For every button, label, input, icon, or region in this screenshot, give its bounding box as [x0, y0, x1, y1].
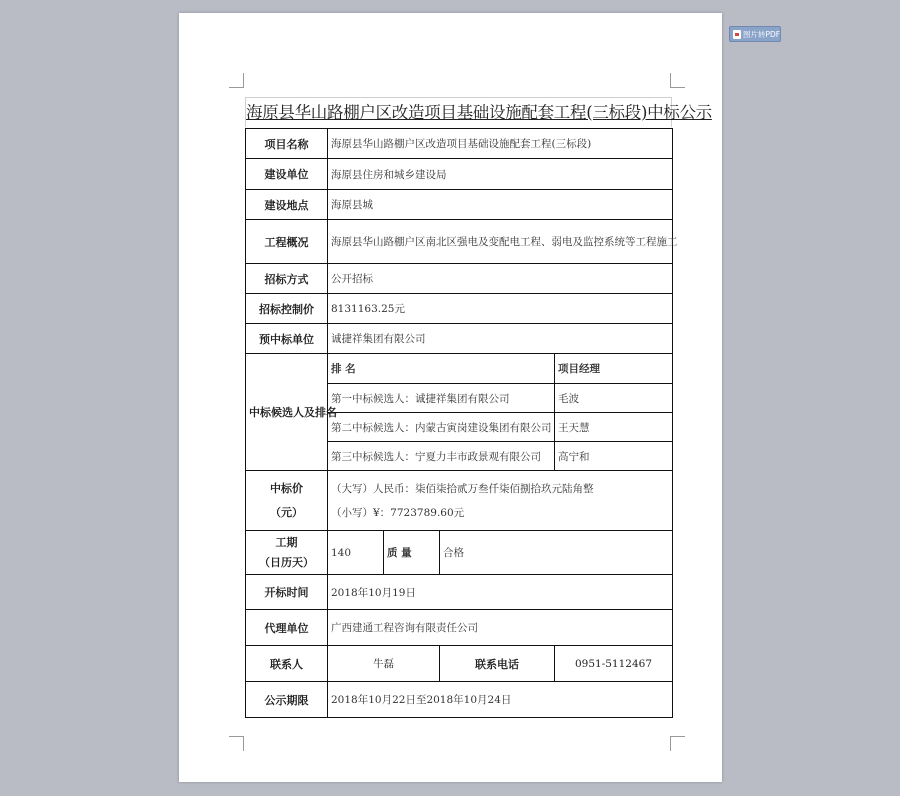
candidates-label: 中标候选人及排名 — [246, 354, 328, 471]
publicity-label: 公示期限 — [246, 682, 328, 718]
row-agent — [246, 610, 673, 646]
bid-announcement-table — [245, 128, 678, 718]
candidate-manager: 高宁和 — [555, 442, 673, 471]
bid-price-upper: （大写）人民币：柒佰柒拾贰万叁仟柒佰捌拾玖元陆角整 — [331, 482, 594, 495]
contact-value: 牛磊 — [328, 646, 440, 682]
publicity-value: 2018年10月22日至2018年10月24日 — [328, 682, 673, 718]
project-name-value: 海原县华山路棚户区改造项目基础设施配套工程(三标段) — [328, 129, 673, 159]
row-overview — [246, 220, 673, 264]
overview-label: 工程概况 — [246, 220, 328, 264]
bid-price-value — [328, 471, 673, 531]
owner-label: 建设单位 — [246, 159, 328, 190]
crop-mark-bottom-right — [670, 736, 685, 751]
image-to-pdf-label: 图片转PDF — [743, 30, 781, 39]
quality-label: 质 量 — [384, 531, 440, 575]
row-bid-price — [246, 471, 673, 531]
pre-winner-value: 诚捷祥集团有限公司 — [328, 324, 673, 354]
phone-label: 联系电话 — [440, 646, 555, 682]
candidates-header-row — [246, 354, 673, 384]
control-price-label: 招标控制价 — [246, 294, 328, 324]
period-label-line1: 工期 — [275, 535, 298, 549]
open-time-value: 2018年10月19日 — [328, 575, 673, 610]
period-value: 140 — [328, 531, 384, 575]
candidate-rank: 第二中标候选人：内蒙古寅岗建设集团有限公司 — [328, 413, 555, 442]
rank-header: 排 名 — [328, 354, 555, 384]
owner-value: 海原县住房和城乡建设局 — [328, 159, 673, 190]
bid-price-lower: （小写）¥：7723789.60元 — [331, 506, 465, 519]
row-location — [246, 190, 673, 220]
candidate-manager: 毛波 — [555, 384, 673, 413]
candidate-rank: 第一中标候选人：诚捷祥集团有限公司 — [328, 384, 555, 413]
candidate-rank: 第三中标候选人：宁夏力丰市政景观有限公司 — [328, 442, 555, 471]
phone-value: 0951-5112467 — [555, 646, 673, 682]
row-method — [246, 264, 673, 294]
open-time-label: 开标时间 — [246, 575, 328, 610]
overview-value: 海原县华山路棚户区南北区强电及变配电工程、弱电及监控系统等工程施工 — [328, 220, 673, 264]
document-page — [179, 13, 722, 782]
method-label: 招标方式 — [246, 264, 328, 294]
agent-value: 广西建通工程咨询有限责任公司 — [328, 610, 673, 646]
pdf-icon — [733, 30, 741, 39]
bid-price-label-line2: （元） — [270, 505, 303, 519]
image-to-pdf-button[interactable] — [729, 26, 781, 42]
location-value: 海原县城 — [328, 190, 673, 220]
crop-mark-top-right — [670, 73, 685, 88]
row-owner — [246, 159, 673, 190]
period-label — [246, 531, 328, 575]
document-title: 海原县华山路棚户区改造项目基础设施配套工程(三标段)中标公示 — [245, 97, 672, 127]
contact-label: 联系人 — [246, 646, 328, 682]
row-publicity — [246, 682, 673, 718]
agent-label: 代理单位 — [246, 610, 328, 646]
bid-price-label-line1: 中标价 — [270, 481, 303, 495]
quality-value: 合格 — [440, 531, 673, 575]
project-name-label: 项目名称 — [246, 129, 328, 159]
pre-winner-label: 预中标单位 — [246, 324, 328, 354]
row-contact — [246, 646, 673, 682]
row-project-name — [246, 129, 673, 159]
control-price-value: 8131163.25元 — [328, 294, 673, 324]
candidate-manager: 王天慧 — [555, 413, 673, 442]
row-pre-winner — [246, 324, 673, 354]
manager-header: 项目经理 — [555, 354, 673, 384]
crop-mark-bottom-left — [229, 736, 244, 751]
bid-price-label — [246, 471, 328, 531]
row-open-time — [246, 575, 673, 610]
period-label-line2: （日历天） — [259, 555, 314, 569]
location-label: 建设地点 — [246, 190, 328, 220]
row-period — [246, 531, 673, 575]
crop-mark-top-left — [229, 73, 244, 88]
method-value: 公开招标 — [328, 264, 673, 294]
row-control-price — [246, 294, 673, 324]
